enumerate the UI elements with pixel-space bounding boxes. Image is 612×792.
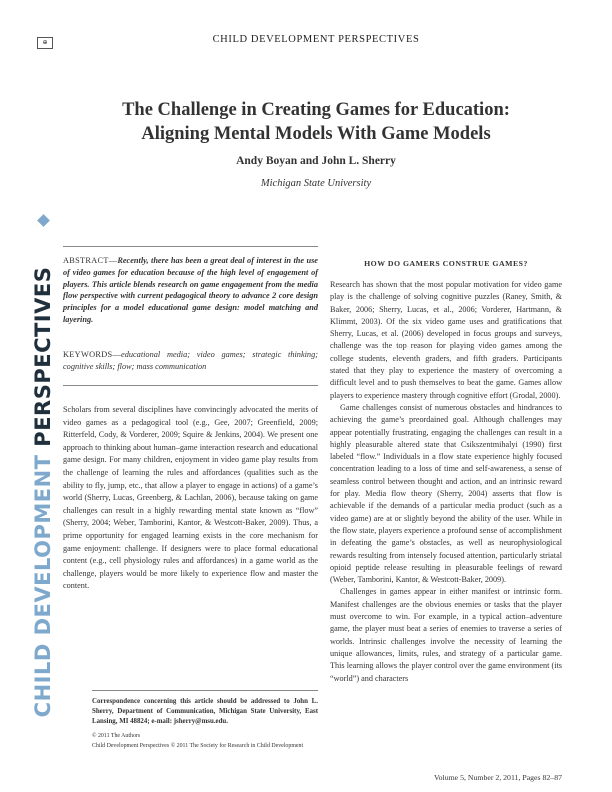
keywords-text: educational media; video games; strategic thinking; cognitive skills; flow; mass communication [63, 350, 318, 371]
copyright-line-2: Child Development Perspectives © 2011 The Society for Research in Child Development [92, 742, 304, 749]
open-access-icon: ⊕ [37, 37, 53, 49]
title-line-2: Aligning Mental Models With Game Models [141, 124, 491, 144]
section-paragraph-2: Game challenges consist of numerous obstacles and hindrances to achieving the game’s preordained goal. Although challenges may appear potentially frustrating, engaging the challenges can result in a highly pleasurable altered state that Csikszentmihalyi (1990) first labeled “flow.” Individuals in a flow state experience highly focused concentration leading to a loss of time and self-awareness, a sense of seamless control between thought and action, and an intrinsic reward for play. Media flow theory (Sherry, 2004) asserts that flow is achievable if the demands of a particular media product (such as a video game) are at or slightly beyond the ability of the user. While in the flow state, players experience a profound sense of accomplishment in defeating the game’s obstacles, as well as neurophysiological rewards resulting from intensely focused attention, particularly striatal opioid peptide release resulting in pleasurable feelings of reward (Weber, Tamborini, Kantor, & Westcott-Baker, 2009). [330, 402, 562, 585]
keywords-label: KEYWORDS— [63, 350, 122, 359]
copyright [92, 732, 332, 751]
correspondence-note: Correspondence concerning this article should be addressed to John L. Sherry, Department of Communication, Michigan State University, East Lansing, MI 48824; e-mail: jsherry@msu.edu. [92, 698, 318, 725]
abstract-top-rule [63, 246, 318, 247]
side-banner-word-2: PERSPECTIVES [31, 266, 55, 447]
side-banner-title [31, 267, 55, 718]
title-line-1: The Challenge in Creating Games for Education: [122, 100, 510, 120]
journal-header: CHILD DEVELOPMENT PERSPECTIVES [212, 34, 420, 45]
article-title [70, 98, 562, 146]
abstract-text: Recently, there has been a great deal of interest in the use of video games for education because of the high level of engagement of players. This article blends research on game engagement from the media flow perspective with current pedagogical theory to advance 2 core design principles for a model educational game design: model matching and layering. [63, 256, 318, 324]
affiliation: Michigan State University [260, 178, 372, 189]
side-banner [32, 212, 54, 777]
section-heading: HOW DO GAMERS CONSTRUE GAMES? [364, 259, 528, 268]
copyright-line-1: © 2011 The Authors [92, 733, 141, 739]
section-paragraph-3: Challenges in games appear in either manifest or intrinsic form. Manifest challenges are the obvious enemies or tasks that the player must overcome to win. For example, in a typical action–adventure game, the player must beat a series of enemies to traverse a series of worlds. Intrinsic challenges involve the necessity of learning the unique allowances, limits, rules, and strategy of a particular game. This learning allows the player control over the game environment (its “world”) and characters [330, 587, 562, 683]
abstract-label: ABSTRACT— [63, 256, 118, 265]
authors: Andy Boyan and John L. Sherry [236, 155, 396, 167]
page-footer: Volume 5, Number 2, 2011, Pages 82–87 [434, 773, 562, 782]
abstract [63, 255, 318, 326]
keywords [63, 349, 318, 373]
side-banner-word-1: CHILD DEVELOPMENT [31, 454, 55, 718]
correspondence-rule [92, 690, 318, 691]
section-paragraph-1: Research has shown that the most popular motivation for video game play is the challenge of solving cognitive puzzles (Raney, Smith, & Baker, 2006; Sherry, Lucas, et al., 2006; Vorderer, Hartmann, & Klimmt, 2003). Of the six video game uses and gratifications that Sherry, Lucas, et al. (2006) developed in focus groups and surveys, challenge was the top reason for playing video games among the college students, eleventh graders, and fifth graders. Participants stated that they play to experience the mastery of overcoming a difficult level and to push themselves to beat the game. Games allow players to experience mastery through cognitive effort (Grodal, 2000). [330, 280, 562, 400]
intro-paragraph: Scholars from several disciplines have convincingly advocated the merits of video games as a pedagogical tool (e.g., Gee, 2007; Greenfield, 2009; Ritterfeld, Cody, & Vorderer, 2009; Squire & Jenkins, 2004). We present one approach to thinking about human–game interaction research and educational game design. For many children, enjoyment in video game play results from the challenge of learning the rules and affordances (qualities such as the ability to fly, jump, etc., that allow a player to engage in actions) of a game’s world (Sherry, Lucas, Greenberg, & Lachlan, 2006), because taking on game challenges can result in a highly rewarding mental state known as “flow” (Sherry, 2004; Weber, Tamborini, Kantor, & Westcott-Baker, 2009). Thus, a prime opportunity for engaged learning exists in the core mechanism for game enjoyment: challenge. If designers were to place formal educational content (e.g., cell physiology rules and affordances) in a game world as the challenge, players would be more likely to experience flow and master the content. [63, 405, 318, 591]
abstract-bottom-rule [63, 385, 318, 386]
diamond-icon [37, 214, 50, 227]
right-column [330, 279, 562, 685]
